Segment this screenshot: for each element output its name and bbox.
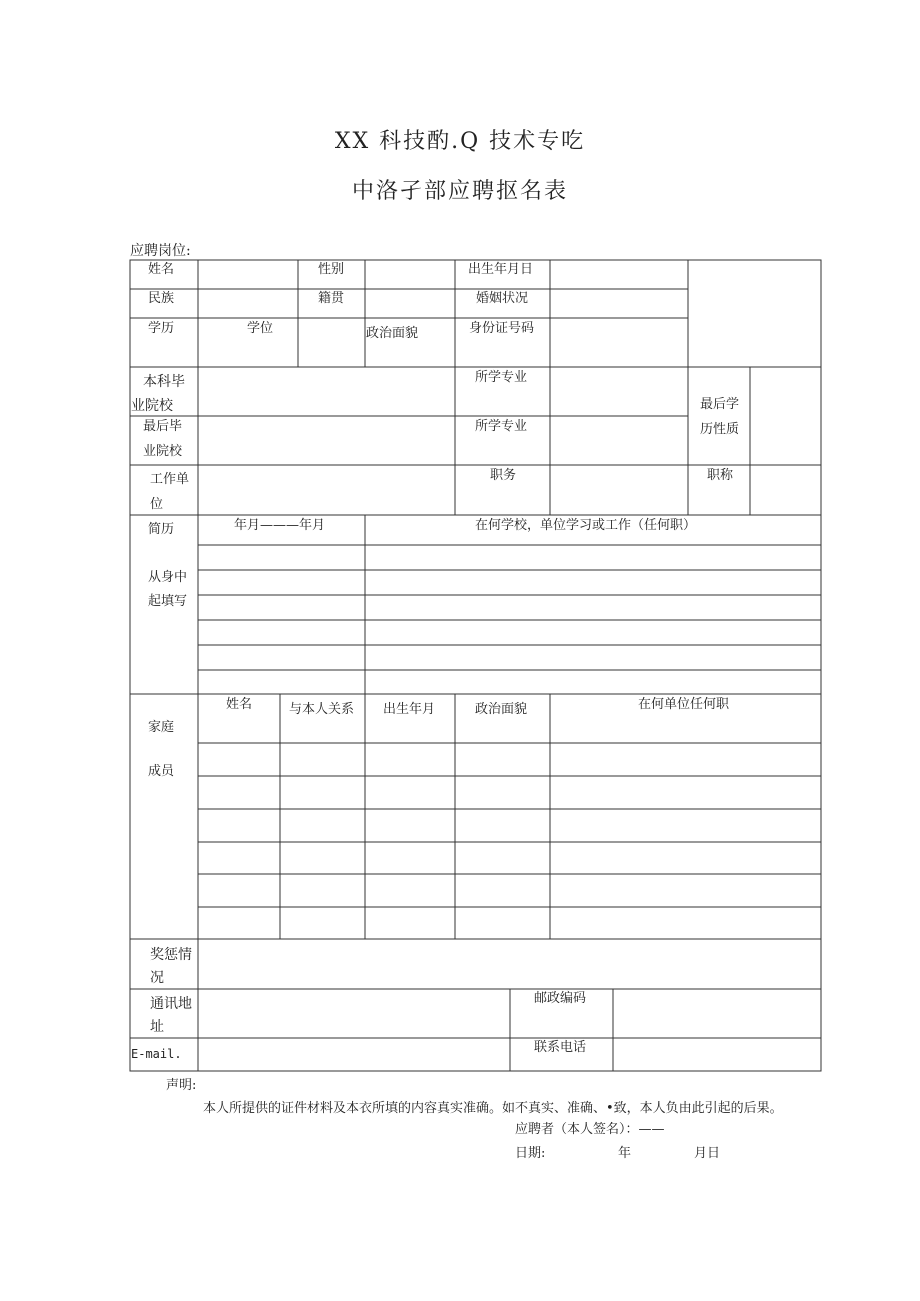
native-place-label: 籍贯 (318, 291, 345, 306)
degree-label: 学位 (247, 321, 274, 336)
family-relation-header: 与本人关系 (289, 702, 355, 717)
marital-status-label: 婚姻状况 (476, 291, 529, 306)
resume-note-2: 起填写 (148, 594, 188, 609)
major-label-2: 所学专业 (475, 419, 528, 434)
date-month-day: 月日 (694, 1146, 721, 1161)
last-school-label-2: 业院校 (143, 444, 183, 459)
last-edu-type-label-1: 最后学 (700, 397, 740, 412)
declaration-label: 声明: (166, 1078, 197, 1093)
postcode-label: 邮政编码 (534, 991, 587, 1006)
ethnicity-label: 民族 (148, 291, 175, 306)
declaration-text: 本人所提供的证件材料及本衣所填的内容真实准确。如不真实、准确、•致，本人负由此引起的后果。 (203, 1101, 783, 1116)
resume-label: 简历 (148, 522, 175, 537)
awards-label-1: 奖惩情 (150, 947, 192, 963)
education-label: 学历 (148, 321, 175, 336)
undergrad-school-label-1: 本科毕 (143, 374, 185, 390)
address-label-1: 通讯地 (150, 996, 192, 1012)
awards-label-2: 况 (150, 970, 164, 986)
family-name-header: 姓名 (226, 697, 253, 712)
resume-period-header: 年月———年月 (234, 518, 326, 533)
name-label: 姓名 (148, 262, 175, 277)
family-political-header: 政治面貌 (475, 702, 528, 717)
work-unit-label-2: 位 (150, 497, 164, 512)
professional-title-label: 职称 (707, 468, 734, 483)
position-label: 应聘岗位: (130, 243, 191, 259)
address-label-2: 址 (150, 1019, 164, 1035)
resume-where-header: 在何学校，单位学习或工作（任何职） (475, 518, 697, 533)
undergrad-school-label-2: 业院校 (131, 398, 173, 414)
duty-label: 职务 (490, 468, 517, 483)
date-label: 日期: (515, 1146, 546, 1161)
gender-label: 性别 (318, 262, 345, 277)
family-label-2: 成员 (148, 764, 175, 779)
last-edu-type-label-2: 历性质 (700, 422, 740, 437)
family-birth-header: 出生年月 (383, 702, 436, 717)
birth-date-label: 出生年月日 (468, 262, 534, 277)
id-number-label: 身份证号码 (469, 321, 535, 336)
work-unit-label-1: 工作单 (150, 472, 190, 487)
signature-line: 应聘者（本人签名）：—— (515, 1122, 665, 1137)
form-title-line1: XX 科技酌.Q 技术专吃 (334, 129, 586, 154)
phone-label: 联系电话 (534, 1040, 587, 1055)
family-label-1: 家庭 (148, 720, 175, 735)
date-year: 年 (618, 1146, 632, 1161)
major-label-1: 所学专业 (475, 370, 528, 385)
family-position-header: 在何单位任何职 (638, 697, 730, 712)
political-status-label: 政治面貌 (366, 326, 419, 341)
last-school-label-1: 最后毕 (143, 419, 183, 434)
form-title-line2: 中洛孑部应聘抠名表 (351, 179, 568, 204)
email-label: E-mail. (131, 1047, 182, 1061)
resume-note-1: 从身中 (148, 570, 188, 585)
